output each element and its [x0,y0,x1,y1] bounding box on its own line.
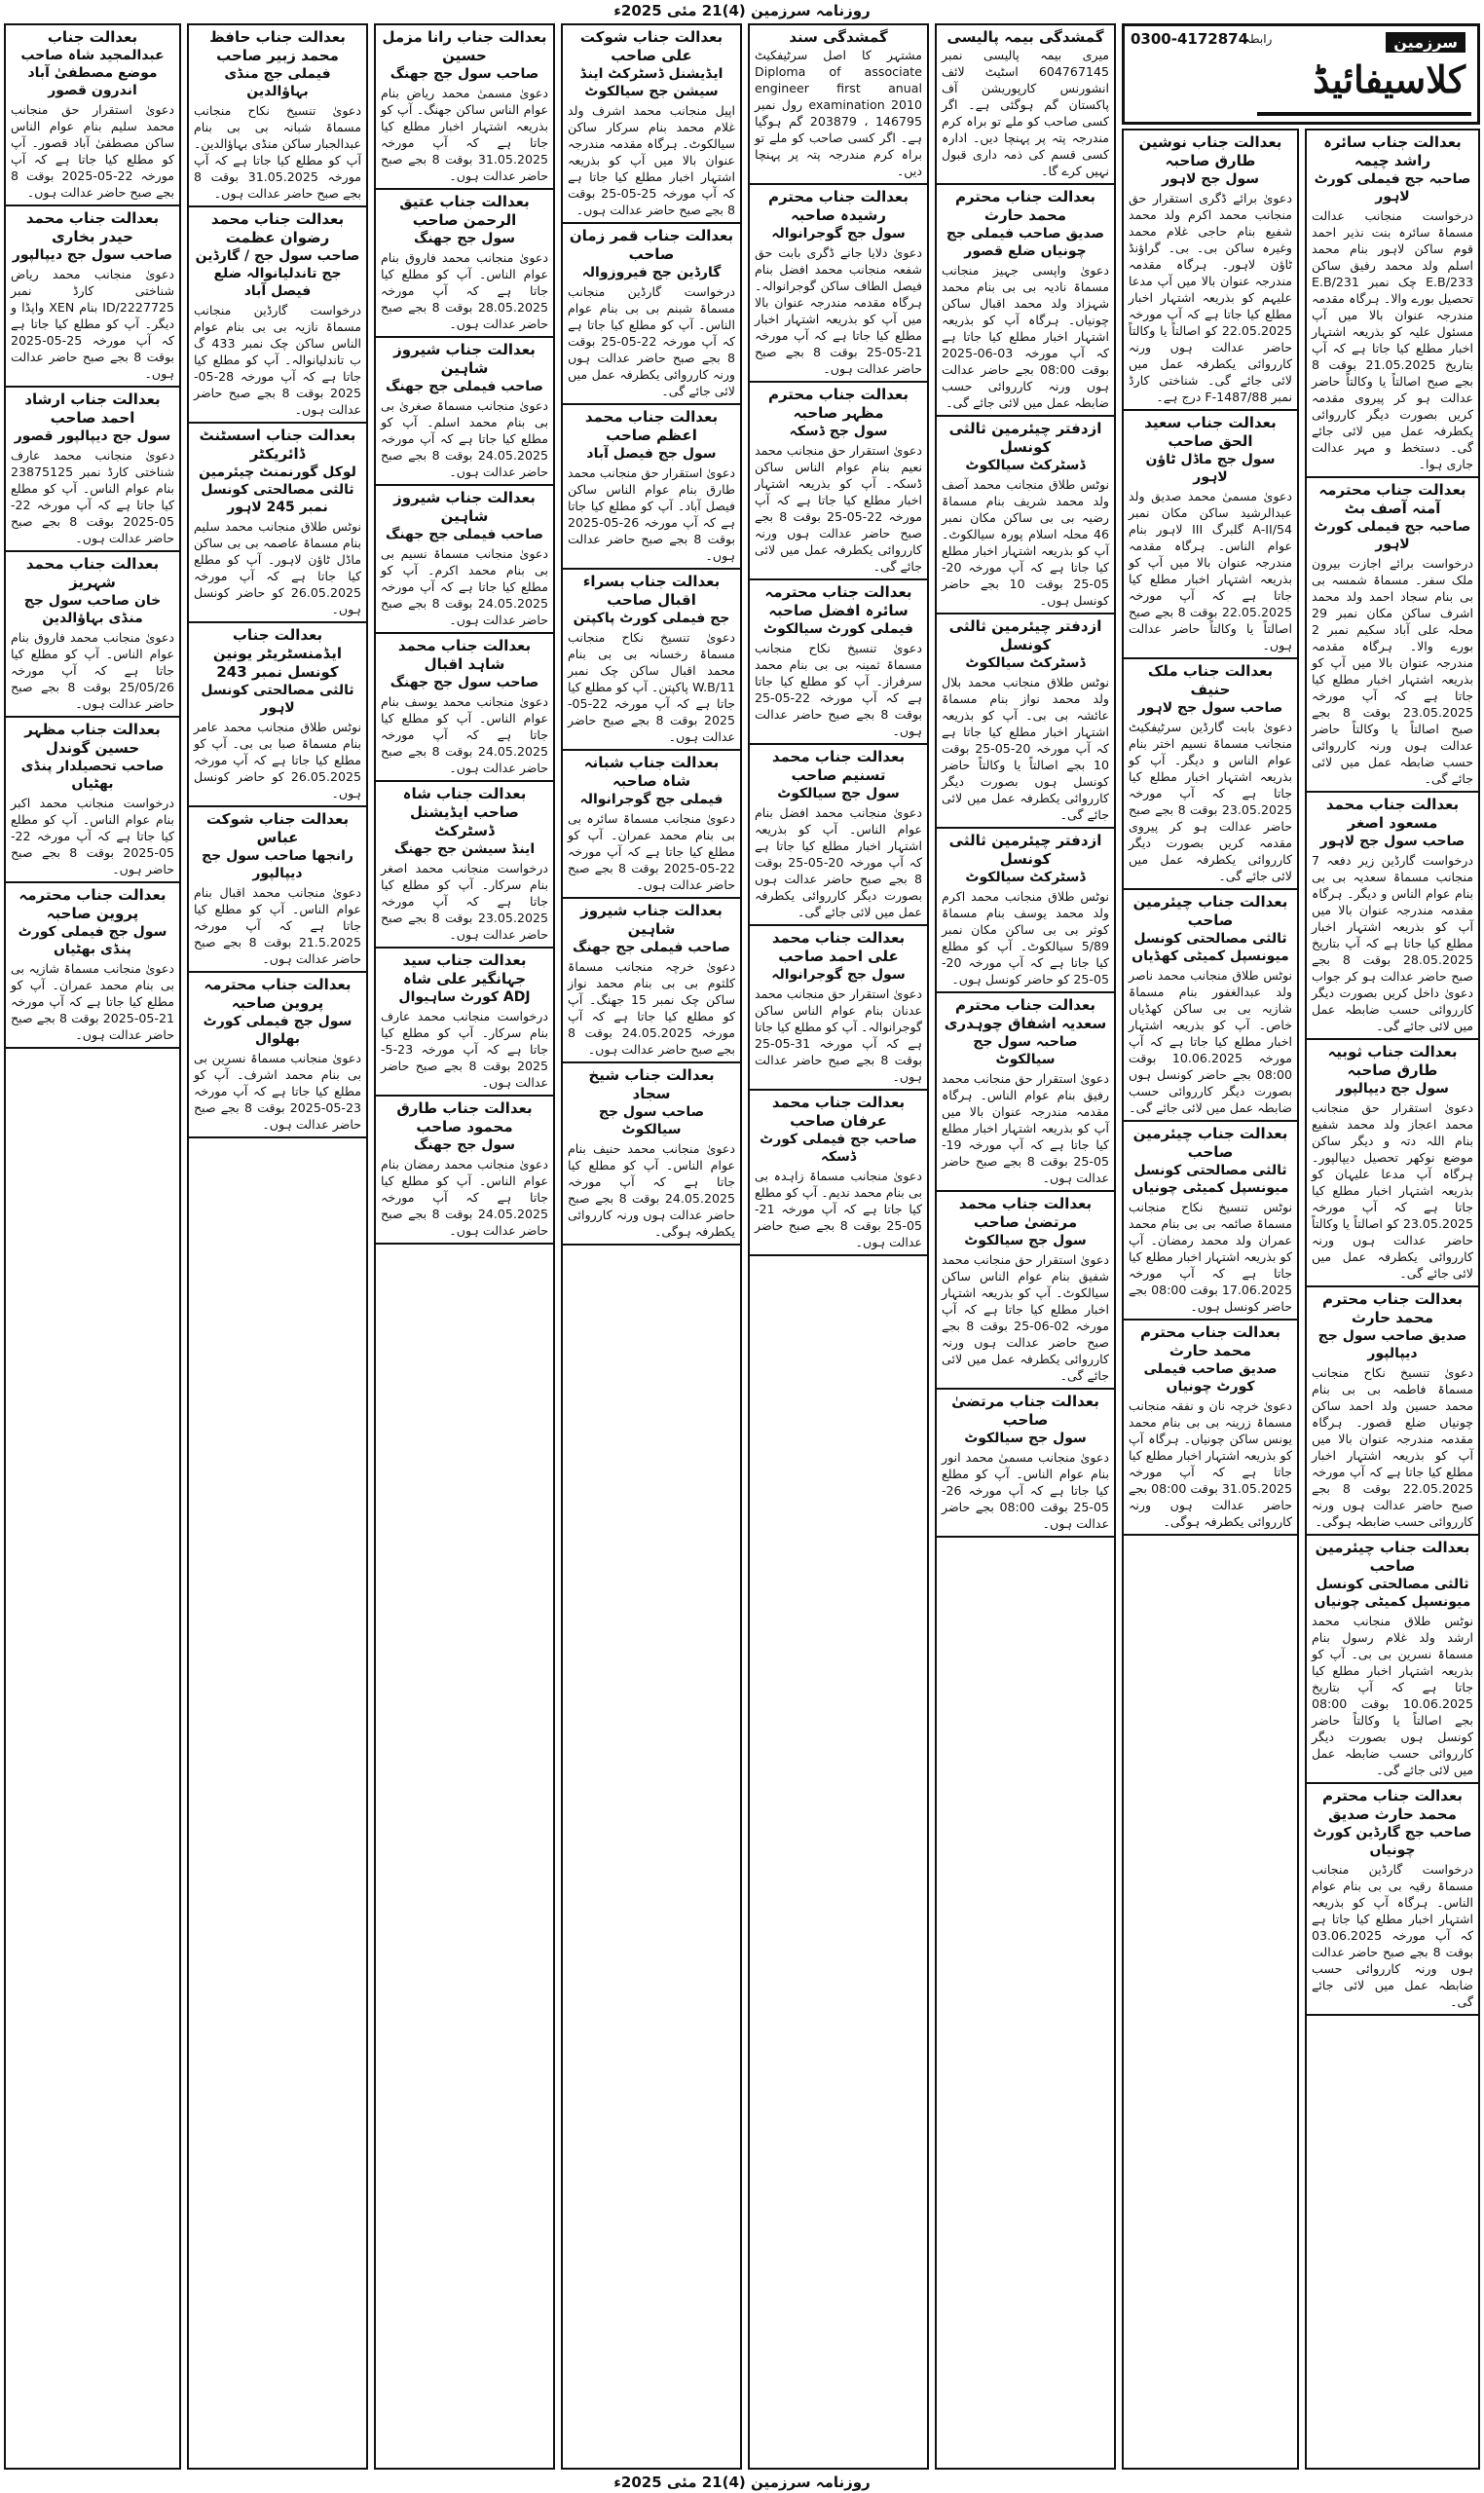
court-notice [1307,1287,1478,1536]
notice-body-text: دعویٰ منجانب مسماۃ نسرین بی بی بنام محمد اشرف۔ آپ کو مطلع کیا جاتا ہے کہ آپ مورخہ 23-05-2025 بوقت 8 بجے صبح حاضر عدالت ہوں۔ [194,1051,361,1132]
notice-heading: بعدالت جناب مرتضیٰ صاحب [951,1393,1099,1429]
notice-court-name: فیملی جج منڈی بہاؤالدین [224,66,331,99]
notice-heading: بعدالت جناب شیخ سجاد [588,1066,715,1102]
court-notice [189,623,366,807]
notice-heading: بعدالت جناب قمر زمان صاحب [569,227,734,263]
notice-heading: بعدالت جناب سعید الحق صاحب [1144,414,1277,450]
notice-court-name: صاحب فیملی جج جھنگ [572,940,731,955]
court-notice [937,829,1114,993]
court-notice [1307,1536,1478,1784]
notice-body-text: دعویٰ منجانب مسماۃ شازیہ بی بی بنام محمد عمران۔ آپ کو مطلع کیا جاتا ہے کہ آپ مورخہ 21-05-2025 بوقت 8 بجے صبح حاضر عدالت ہوں۔ [11,961,174,1042]
notice-court-name: رانجھا صاحب سول جج دیپالپور [202,848,353,881]
notice-heading: بعدالت جناب محمد رضوان عظمت [210,210,345,246]
court-notice [1124,890,1297,1122]
notice-heading: بعدالت جناب سائرہ راشد چیمہ [1323,133,1462,169]
notice-heading: بعدالت جناب محترم محمد حارث [1321,1290,1464,1326]
notice-body-text: دعویٰ دلایا جانے ڈگری بابت حق شفعہ منجانب محمد افضل بنام فیصل الطاف ساکن گوجرانوالہ۔ ہرگاہ مقدمہ مندرجہ عنوان بالا میں آپ کو بذریعہ اشتہار اخبار مطلع کیا جاتا ہے کہ آپ مورخہ 21-05-25 بوقت 8 بجے صبح حاضر عدالت ہوں۔ [755,245,922,376]
notice-body-text: دعویٰ منجانب محمد یوسف بنام عوام الناس۔ آپ کو مطلع کیا جاتا ہے کہ آپ مورخہ 24.05.2025 بوقت 8 بجے صبح حاضر عدالت ہوں۔ [381,694,548,775]
court-notice [937,1390,1114,1538]
notice-heading: بعدالت جناب شیروز شاہین [580,902,723,938]
notice-court-name: ثالثی مصالحتی کونسل لاہور [201,683,354,716]
notice-body-text: دعویٰ منجانب محمد رمضان بنام عوام الناس۔ آپ کو مطلع کیا جاتا ہے کہ آپ مورخہ 24.05.2025 بوقت 8 بجے صبح حاضر عدالت ہوں۔ [381,1157,548,1238]
classified-column-3 [935,23,1116,2470]
court-notice [937,417,1114,614]
contact-label: رابطہ [1243,32,1273,46]
notice-body-text: میری بیمہ پالیسی نمبر 604767145 اسٹیٹ لائف انشورنس کارپوریشن آف پاکستان گم ہوگئی ہے۔ اگر کسی صاحب کو ملے تو براہ کرم مندرجہ پتہ پر پہنچا دیں۔ ادارہ کسی قسم کی ذمہ داری قبول نہیں کرے گا۔ [942,48,1109,178]
notice-heading: ازدفتر چیئرمین ثالثی کونسل [948,832,1102,868]
notice-body-text: دعویٰ منجانب محمد فاروق بنام عوام الناس۔ آپ کو مطلع کیا جاتا ہے کہ آپ مورخہ 25/05/26 بوقت 8 بجے صبح حاضر عدالت ہوں۔ [11,630,174,711]
notice-body-text: نوٹس طلاق منجانب محمد بلال ولد محمد نواز بنام مسماۃ عائشہ بی بی۔ آپ کو بذریعہ اشتہار اخبار مطلع کیا جاتا ہے کہ آپ مورخہ 20-05-25 بوقت 10 بجے اصالتاً یا وکالتاً حاضر کونسل ہوں بصورت دیگر کارروائی یکطرفہ عمل میں لائی جائے گی۔ [942,675,1109,822]
court-notice [376,25,553,190]
notice-court-name: گارڈین جج فیروزوالہ [581,265,722,280]
court-notice [750,1091,927,1256]
court-notice [6,552,179,718]
notice-court-name: سول جج دیپالپور قصور [14,428,171,444]
notice-court-name: صاحب سول جج / گارڈین جج تاندلیانوالہ ضلع فیصل آباد [195,248,360,299]
notice-heading: بعدالت جناب طارق محمود صاحب [396,1099,533,1135]
notice-heading: بعدالت جناب سید جہانگیر علی شاہ [402,951,527,987]
notice-body-text: دعویٰ استقرار حق منجانب محمد شفیق بنام عوام الناس ساکن سیالکوٹ۔ آپ کو بذریعہ اشتہار اخبار مطلع کیا جاتا ہے کہ آپ مورخہ 02-06-25 بوقت 8 بجے صبح حاضر عدالت ہوں ورنہ کارروائی یکطرفہ عمل میں لائی جائے گی۔ [942,1252,1109,1383]
notice-body-text: درخواست برائے اجازت بیرون ملک سفر۔ مسماۃ شمسہ بی بی بنام سجاد احمد ولد محمد اشرف ساکن مکان نمبر 29 محلہ علی آباد سکیم نمبر 2 بورے والا۔ ہرگاہ مقدمہ مندرجہ عنوان بالا میں آپ کو بذریعہ اشتہار اخبار مطلع کیا جاتا ہے کہ آپ مورخہ 23.05.2025 بوقت 8 بجے صبح اصالتاً یا وکالتاً حاضر عدالت ہوں ورنہ کارروائی حسب ضابطہ عمل میں لائی جائے گی۔ [1312,556,1473,786]
notice-heading: بعدالت جناب محترم محمد حارث [954,188,1096,224]
notice-body-text: دعویٰ مسمیٰ محمد صدیق ولد عبدالرشید ساکن مکان نمبر 54/A-II گلبرگ III لاہور بنام عوام الناس۔ ہرگاہ مقدمہ مندرجہ عنوان بالا میں آپ کو بذریعہ اشتہار اخبار مطلع کیا جاتا ہے کہ آپ مورخہ 22.05.2025 بوقت 8 بجے صبح اصالتاً یا وکالتاً حاضر عدالت ہوں۔ [1129,489,1292,652]
notice-body-text: دعویٰ مسمیٰ محمد ریاض بنام عوام الناس ساکن جھنگ۔ آپ کو بذریعہ اشتہار اخبار مطلع کیا جاتا ہے کہ آپ مورخہ 31.05.2025 بوقت 8 بجے صبح حاضر عدالت ہوں۔ [381,86,548,183]
court-notice [1307,478,1478,793]
notice-heading: بعدالت جناب ملک حنیف [1147,662,1274,698]
notice-court-name: صاحب جج فیملی کورٹ ڈسکہ [760,1132,917,1165]
notice-body-text: دعویٰ استقرار حق منجانب محمد رفیق بنام عوام الناس۔ ہرگاہ مقدمہ مندرجہ عنوان بالا میں آپ کو بذریعہ اشتہار اخبار مطلع کیا جاتا ہے کہ آپ مورخہ 19-05-25 بوقت 8 بجے صبح حاضر عدالت ہوں۔ [942,1071,1109,1185]
notice-court-name: صاحب سول جج دیپالپور [12,247,173,263]
notice-heading: بعدالت جناب محترم محمد حارث [1139,1323,1281,1359]
notice-court-name: صاحب جج گارڈین کورٹ چونیاں [1313,1825,1472,1858]
notice-heading: بعدالت جناب محترمہ پروین صاحبہ [19,886,167,922]
notice-court-name: صاحبہ جج فیملی کورٹ لاہور [1314,171,1471,205]
court-notice [937,185,1114,417]
notice-court-name: صدیق صاحب سول جج دیپالپور [1317,1328,1467,1361]
notice-heading: بعدالت جناب محمد شاہد اقبال [397,637,532,673]
court-notice [563,1063,740,1246]
notice-court-name: ثالثی مصالحتی کونسل میونسپل کمیٹی چونیاں [1132,1163,1289,1196]
notice-heading: بعدالت جناب محترمہ سائرہ افضل صاحبہ [764,583,912,619]
page-date-footer: روزنامہ سرزمین (4)21 مئی 2025ء [613,2474,871,2491]
court-notice [1307,1784,1478,2016]
notice-court-name: سول جج جھنگ [413,1137,515,1153]
notice-court-name: سول جج سیالکوٹ [964,1431,1087,1446]
notice-court-name: صدیق صاحب فیملی کورٹ چونیاں [1143,1361,1278,1395]
notice-heading: بعدالت جناب ایڈمنسٹریٹر یونین کونسل نمبر 243 [212,626,343,681]
court-notice [1124,1321,1297,1536]
court-notice [750,926,927,1091]
court-notice [189,807,366,973]
notice-heading: بعدالت جناب شوکت علی صاحب [579,28,723,64]
court-notice [1124,411,1297,659]
notice-court-name: سول جج فیملی کورٹ پنڈی بھٹیاں [18,924,167,957]
notice-body-text: دعویٰ منجانب محمد فاروق بنام عوام الناس۔ آپ کو مطلع کیا جاتا ہے کہ آپ مورخہ 28.05.2025 بوقت 8 بجے صبح حاضر عدالت ہوں۔ [381,250,548,331]
notice-heading: بعدالت جناب محمد اعظم صاحب [584,408,719,444]
notice-body-text: دعویٰ منجانب محمد ریاض شناختی کارڈ نمبر 2227725/ID بنام XEN واپڈا و دیگر۔ آپ کو مطلع کیا جاتا ہے کہ آپ مورخہ 25-05-2025 بوقت 8 بجے صبح حاضر عدالت ہوں۔ [11,267,175,381]
notice-heading: بعدالت جناب محترم سعدیہ اشفاق چوہدری [944,996,1107,1032]
notice-heading: بعدالت جناب شبانہ شاہ صاحبہ [583,754,720,790]
notice-body-text: دعویٰ تنسیخ نکاح منجانب مسماۃ فاطمہ بی بی بنام محمد حسین ولد احمد ساکن چونیاں ضلع قصور۔ ہرگاہ مقدمہ مندرجہ عنوان بالا میں آپ کو بذریعہ اشتہار اخبار مطلع کیا جاتا ہے کہ آپ مورخہ 22.05.2025 بوقت 8 بجے صبح حاضر عدالت ہوں ورنہ کارروائی حسب ضابطہ ہوگی۔ [1312,1365,1473,1529]
notice-court-name: ڈسٹرکٹ سیالکوٹ [965,458,1086,473]
notice-court-name: فیملی جج گوجرانوالہ [579,792,723,807]
notice-body-text: نوٹس طلاق منجانب محمد ناصر ولد عبدالغفور بنام مسماۃ شازیہ بی بی ساکن کھڈیاں خاص۔ آپ کو بذریعہ اشتہار اخبار مطلع کیا جاتا ہے کہ آپ مورخہ 10.06.2025 بوقت 08:00 بجے حاضر کونسل ہوں بصورت دیگر کارروائی حسب ضابطہ عمل میں لائی جائے گی۔ [1129,968,1292,1115]
court-notice [1307,1040,1478,1287]
notice-heading: گمشدگی سند [789,28,888,46]
notice-heading: گمشدگی بیمہ پالیسی [946,28,1104,46]
notice-body-text: دعویٰ منجانب مسماۃ سائرہ بی بی بنام محمد عمران۔ آپ کو مطلع کیا جاتا ہے کہ آپ مورخہ 22-05-2025 بوقت 8 بجے صبح حاضر عدالت ہوں۔ [568,811,735,892]
notice-body-text: دعویٰ منجانب مسمیٰ محمد انور بنام عوام الناس۔ آپ کو مطلع کیا جاتا ہے کہ آپ مورخہ 26-05-25 بوقت 08:00 بجے حاضر عدالت ہوں۔ [942,1450,1109,1531]
notice-court-name: سول جج ماڈل ٹاؤن لاہور [1145,452,1276,485]
notice-court-name: ایڈیشنل ڈسٹرکٹ اینڈ سیشن جج سیالکوٹ [579,66,723,99]
court-notice [1307,130,1478,478]
notice-heading: بعدالت جناب محمد شہریز [25,555,160,591]
court-notice [1124,1122,1297,1321]
brand-name: سرزمین [1386,32,1465,53]
notice-court-name: صاحب سول جج جھنگ [390,675,539,690]
contact-phone: 0300-4172874 [1131,30,1249,48]
classified-column-7 [187,23,368,2470]
notice-body-text: دعویٰ منجانب مسماۃ صغریٰ بی بی بنام محمد اسلم۔ آپ کو مطلع کیا جاتا ہے کہ آپ مورخہ 24.05.2025 بوقت 8 بجے صبح حاضر عدالت ہوں۔ [381,398,548,479]
court-notice [750,25,927,185]
notice-body-text: دعویٰ بابت گارڈین سرٹیفکیٹ منجانب مسماۃ نسیم اختر بنام عوام الناس و دیگر۔ آپ کو بذریعہ اشتہار اخبار مطلع کیا جاتا ہے کہ آپ مورخہ 23.05.2025 بوقت 8 بجے صبح حاضر عدالت ہو کر پیروی مقدمہ کریں بصورت دیگر کارروائی یکطرفہ عمل میں لائی جائے گی۔ [1129,720,1292,883]
court-notice [937,614,1114,829]
notice-court-name: سول جج فیصل آباد [586,446,717,462]
notice-court-name: اینڈ سیشن جج جھنگ [393,841,536,857]
court-notice [189,424,366,623]
sarzameen-logo [1257,32,1471,116]
notice-heading: بعدالت جناب محترمہ پروین صاحبہ [204,976,352,1012]
court-notice [937,1192,1114,1390]
notice-court-name: سول جج جھنگ [413,231,515,246]
notice-body-text: نوٹس طلاق منجانب محمد ارشد ولد غلام رسول بنام مسماۃ نسرین بی بی۔ آپ کو بذریعہ اشتہار اخبار مطلع کیا جاتا ہے کہ آپ بتاریخ 10.06.2025 بوقت 08:00 بجے اصالتاً یا وکالتاً حاضر کونسل ہوں بصورت دیگر کارروائی حسب ضابطہ عمل میں لائی جائے گی۔ [1312,1614,1473,1777]
notice-heading: بعدالت جناب محترم مظہر صاحبہ [767,386,909,422]
notice-body-text: نوٹس طلاق منجانب محمد عامر بنام مسماۃ صبا بی بی۔ آپ کو مطلع کیا جاتا ہے کہ آپ مورخہ 26.05.2025 کو حاضر کونسل ہوں۔ [194,720,361,800]
court-notice [6,718,179,883]
court-notice [376,949,553,1097]
notice-body-text: نوٹس طلاق منجانب محمد سلیم بنام مسماۃ عاصمہ بی بی ساکن ماڈل ٹاؤن لاہور۔ آپ کو مطلع کیا جاتا ہے کہ آپ مورخہ 26.05.2025 کو حاضر کونسل ہوں۔ [194,519,361,616]
classified-column-2 [1122,129,1299,2470]
notice-body-text: دعویٰ منجانب محمد اقبال بنام عوام الناس۔ آپ کو مطلع کیا جاتا ہے کہ آپ مورخہ 21.5.2025 بوقت 8 بجے صبح حاضر عدالت ہوں۔ [194,885,361,966]
notice-heading: بعدالت جناب بسراء اقبال صاحب [582,573,721,609]
court-notice [376,486,553,634]
notice-body-text: دعویٰ خرچہ نان و نفقہ منجانب مسماۃ زرینہ بی بی بنام محمد یونس ساکن چونیاں۔ ہرگاہ آپ کو بذریعہ اشتہار اخبار مطلع کیا جاتا ہے کہ آپ مورخہ 31.05.2025 بوقت 08:00 بجے حاضر عدالت ہوں ورنہ کارروائی یکطرفہ ہوگی۔ [1129,1398,1292,1529]
notice-heading: بعدالت جناب محمد عرفان صاحب [771,1094,906,1130]
notice-court-name: صاحب سول جج لاہور [1319,834,1465,849]
notice-court-name: لوکل گورنمنٹ چیئرمین ثالثی مصالحتی کونسل نمبر 245 لاہور [199,465,356,515]
notice-heading: بعدالت جناب محمد مسعود اصغر [1325,796,1460,832]
notice-heading: بعدالت جناب شیروز شاہین [393,341,536,377]
notice-court-name: صاحب تحصیلدار پنڈی بھٹیاں [20,759,165,792]
notice-body-text: درخواست گارڈین منجانب مسماۃ شبنم بی بی بنام عوام الناس۔ آپ کو مطلع کیا جاتا ہے کہ آپ مورخہ 22-05-25 بوقت 8 بجے صبح حاضر عدالت ہوں ورنہ کارروائی یکطرفہ عمل میں لائی جائے گی۔ [568,284,735,398]
notice-body-text: دعویٰ استقرار حق منجانب محمد سلیم بنام عوام الناس ساکن مصطفیٰ آباد قصور۔ آپ کو مطلع کیا جاتا ہے کہ آپ مورخہ 22-05-2025 بوقت 8 بجے صبح حاضر عدالت ہوں۔ [11,102,174,200]
court-notice [937,993,1114,1192]
notice-body-text: مشتہر کا اصل سرٹیفکیٹ Diploma of associate engineer first anual examination 2010 رول نمبر 146795 ، 203879 گم ہوگیا ہے۔ اگر کسی صاحب کو ملے تو براہ کرم مندرجہ پتہ پر پہنچا دیں۔ [755,48,923,178]
notice-body-text: درخواست منجانب محمد اکبر بنام عوام الناس۔ آپ کو مطلع کیا جاتا ہے کہ آپ مورخہ 22-05-2025 بوقت 8 بجے صبح حاضر ہوں۔ [11,796,174,876]
court-notice [750,745,927,926]
notice-court-name: صاحب سول جج لاہور [1137,700,1283,716]
notice-body-text: اپیل منجانب محمد اشرف ولد غلام محمد بنام سرکار ساکن سیالکوٹ۔ ہرگاہ مقدمہ مندرجہ عنوان بالا میں آپ کو بذریعہ اشتہار اخبار مطلع کیا جاتا ہے کہ آپ مورخہ 25-05-25 بوقت 8 بجے صبح حاضر عدالت ہوں۔ [568,103,735,217]
notice-body-text: درخواست منجانب عدالت مسماۃ سائرہ بنت نذیر احمد قوم ساکن لاہور بنام محمد اسلم ولد محمد رفیق ساکن 233/E.B چک نمبر 231/E.B تحصیل بورے والا۔ ہرگاہ مقدمہ مندرجہ عنوان بالا میں آپ مسئول علیہ کو بذریعہ اشتہار اخبار مطلع کیا جاتا ہے کہ آپ بتاریخ 21.05.2025 بوقت 8 بجے صبح اصالتاً یا وکالتاً حاضر عدالت ہو کر پیروی مقدمہ کریں بصورت دیگر کارروائی یکطرفہ عمل میں لائی جائے گی۔ دستخط و مہر عدالت جاری ہوا۔ [1312,208,1473,471]
classified-column-1 [1305,129,1480,2470]
notice-court-name: ADJ کورٹ ساہیوال [398,989,531,1005]
notice-heading: بعدالت جناب محترم رشیدہ صاحبہ [767,188,909,224]
notice-body-text: دعویٰ منجانب مسماۃ نسیم بی بی بنام محمد اکرم۔ آپ کو مطلع کیا جاتا ہے کہ آپ مورخہ 24.05.2025 بوقت 8 بجے صبح حاضر عدالت ہوں۔ [381,546,548,627]
notice-court-name: فیملی کورٹ سیالکوٹ [763,621,913,637]
notice-heading: بعدالت جناب شیروز شاہین [393,489,536,525]
classified-column-8 [4,23,181,2470]
court-notice [750,383,927,580]
notice-heading: بعدالت جناب محمد علی احمد صاحب [771,929,906,965]
notice-heading: بعدالت جناب حافظ محمد زبیر صاحب [209,28,346,64]
notice-court-name: عبدالمجید شاہ صاحب موضع مصطفیٰ آباد اندرون قصور [20,48,165,98]
notice-heading: بعدالت جناب اسسٹنٹ ڈائریکٹر [199,427,356,463]
notice-court-name: ثالثی مصالحتی کونسل میونسپل کمیٹی چونیاں [1314,1577,1471,1610]
court-notice [6,883,179,1049]
notice-heading: بعدالت جناب محترم محمد حارث صدیق [1321,1787,1464,1823]
notice-court-name: خان صاحب سول جج منڈی بہاؤالدین [23,593,162,626]
notice-court-name: سول جج فیملی کورٹ بھلوال [203,1014,352,1047]
notice-body-text: دعویٰ خرچہ منجانب مسماۃ کلثوم بی بی بنام محمد نواز ساکن چک نمبر 15 جھنگ۔ آپ کو مطلع کیا جاتا ہے کہ آپ مورخہ 24.05.2025 بوقت 8 بجے صبح حاضر عدالت ہوں۔ [568,959,735,1057]
notice-body-text: نوٹس تنسیخ نکاح منجانب مسماۃ صائمہ بی بی بنام محمد عمران ولد محمد رمضان۔ آپ کو بذریعہ اشتہار اخبار مطلع کیا جاتا ہے کہ آپ مورخہ 17.06.2025 بوقت 08:00 بجے حاضر کونسل ہوں۔ [1129,1200,1292,1314]
notice-court-name: صدیق صاحب فیملی جج چونیاں ضلع قصور [946,226,1105,259]
notice-court-name: سول جج ڈسکہ [789,424,888,439]
notice-court-name: صاحب سول جج سیالکوٹ [598,1104,705,1137]
notice-court-name: ثالثی مصالحتی کونسل میونسپل کمیٹی کھڈیاں [1132,931,1289,964]
notice-heading: بعدالت جناب مظہر حسین گوندل [24,721,161,757]
notice-body-text: دعویٰ استقرار حق منجانب محمد اعجاز ولد محمد شفیع بنام اللہ دتہ و دیگر ساکن موضع نوکھر تحصیل دیپالپور۔ ہرگاہ آپ مدعا علیہان کو بذریعہ اشتہار اخبار مطلع کیا جاتا ہے کہ آپ مورخہ 23.05.2025 کو اصالتاً یا وکالتاً حاضر عدالت ہوں ورنہ کارروائی یکطرفہ عمل میں لائی جائے گی۔ [1312,1100,1473,1281]
notice-heading: بعدالت جناب محترمہ آمنہ آصف بٹ [1318,481,1466,517]
court-notice [750,580,927,745]
notice-heading: بعدالت جناب چیئرمین صاحب [1315,1539,1470,1575]
notice-heading: بعدالت جناب رانا مزمل حسین [382,28,547,64]
notice-court-name: سول جج لاہور [1161,171,1260,187]
court-notice [563,751,740,899]
notice-body-text: دعویٰ تنسیخ نکاح منجانب مسماۃ رخسانہ بی بی بنام محمد اقبال ساکن چک نمبر W.B/11 پاکپتن۔ آپ کو مطلع کیا جاتا ہے کہ آپ مورخہ 22-05-2025 بوقت 8 بجے صبح حاضر عدالت ہوں۔ [568,630,735,744]
court-notice [937,25,1114,185]
court-notice [563,405,740,570]
notice-court-name: صاحب فیملی جج جھنگ [385,527,544,542]
notice-court-name: سول جج گوجرانوالہ [771,226,906,242]
notice-body-text: درخواست گارڈین منجانب مسماۃ نازیہ بی بی بنام عوام الناس ساکن چک نمبر 433 گ ب تاندلیانوالہ۔ آپ کو مطلع کیا جاتا ہے کہ آپ مورخہ 28-05-2025 بوقت 8 بجے صبح حاضر عدالت ہوں۔ [194,303,361,417]
court-notice [750,185,927,383]
court-notice [189,973,366,1138]
court-notice [563,899,740,1063]
notice-body-text: درخواست منجانب محمد اصغر بنام سرکار۔ آپ کو مطلع کیا جاتا ہے کہ آپ مورخہ 23.05.2025 بوقت 8 بجے صبح حاضر عدالت ہوں۔ [381,861,548,942]
court-notice [563,570,740,751]
classified-title: کلاسیفائیڈ [1313,57,1465,101]
notice-court-name: جج فیملی کورٹ پاکپتن [573,611,730,626]
notice-body-text: دعویٰ منجانب مسماۃ زاہدہ بی بی بنام محمد ندیم۔ آپ کو مطلع کیا جاتا ہے کہ آپ مورخہ 21-05-25 بوقت 8 بجے صبح حاضر عدالت ہوں۔ [755,1169,922,1249]
notice-heading: بعدالت جناب محمد مرتضیٰ صاحب [958,1195,1093,1231]
notice-court-name: صاحبہ سول جج سیالکوٹ [973,1034,1078,1067]
notice-heading: بعدالت جناب نوشین طارق صاحبہ [1138,133,1282,169]
notice-body-text: دعویٰ منجانب محمد افضل بنام عوام الناس۔ آپ کو بذریعہ اشتہار اخبار مطلع کیا جاتا ہے کہ آپ مورخہ 20-05-25 بوقت 8 بجے صبح حاضر عدالت ہوں بصورت دیگر کارروائی یکطرفہ عمل میں لائی جائے گی۔ [755,805,922,919]
notice-body-text: دعویٰ برائے ڈگری استقرار حق منجانب محمد اکرم ولد محمد شفیع بنام حاجی غلام محمد وغیرہ ساکن بی۔ بی۔ گراؤنڈ ٹاؤن لاہور۔ ہرگاہ مقدمہ مندرجہ عنوان بالا میں آپ مدعا علیہم کو بذریعہ اشتہار اخبار مطلع کیا جاتا ہے کہ آپ مورخہ 22.05.2025 کو اصالتاً یا وکالتاً حاضر عدالت ہوں ورنہ کارروائی یکطرفہ عمل میں لائی جائے گی۔ شناختی کارڈ نمبر F-1487/88 درج ہے۔ [1129,191,1292,404]
notice-court-name: سول جج دیپالپور [1336,1081,1449,1097]
court-notice [376,338,553,486]
notice-heading: ازدفتر چیئرمین ثالثی کونسل [948,617,1102,653]
notice-body-text: دعویٰ منجانب محمد حنیف بنام عوام الناس۔ آپ کو مطلع کیا جاتا ہے کہ آپ مورخہ 24.05.2025 بوقت 8 بجے صبح حاضر عدالت ہوں ورنہ کارروائی یکطرفہ ہوگی۔ [568,1141,735,1239]
notice-heading: بعدالت جناب شاہ صاحب ایڈیشنل ڈسٹرکٹ [402,785,527,839]
notice-heading: بعدالت جناب چیئرمین صاحب [1132,1125,1288,1161]
notice-heading: بعدالت جناب عتیق الرحمن صاحب [399,193,530,229]
notice-heading: بعدالت جناب ارشاد احمد صاحب [24,391,161,427]
notice-court-name: ڈسٹرکٹ سیالکوٹ [965,655,1086,671]
notice-body-text: دعویٰ منجانب محمد عارف شناختی کارڈ نمبر 23875125 بنام عوام الناس۔ آپ کو مطلع کیا جاتا ہے کہ آپ مورخہ 22-05-2025 بوقت 8 بجے صبح حاضر عدالت ہوں۔ [11,448,174,545]
notice-court-name: صاحبہ جج فیملی کورٹ لاہور [1314,519,1471,552]
notice-body-text: دعویٰ استقرار حق منجانب محمد نعیم بنام عوام الناس ساکن ڈسکہ۔ آپ کو بذریعہ اشتہار اخبار مطلع کیا جاتا ہے کہ آپ مورخہ 22-05-25 بوقت 8 بجے صبح حاضر عدالت ہوں ورنہ کارروائی یکطرفہ عمل میں لائی جائے گی۔ [755,443,922,574]
classified-column-4 [748,23,929,2470]
notice-body-text: نوٹس طلاق منجانب محمد آصف ولد محمد شریف بنام مسماۃ رضیہ بی بی ساکن مکان نمبر 46 محلہ اسلام پورہ سیالکوٹ۔ آپ کو بذریعہ اشتہار اخبار مطلع کیا جاتا ہے کہ آپ مورخہ 20-05-25 بوقت 10 بجے حاضر کونسل ہوں۔ [942,477,1109,608]
notice-body-text: درخواست منجانب محمد عارف بنام سرکار۔ آپ کو مطلع کیا جاتا ہے کہ آپ مورخہ 23-5-2025 بوقت 8 بجے صبح حاضر عدالت ہوں۔ [381,1009,548,1090]
court-notice [1124,130,1297,411]
notice-court-name: سول جج گوجرانوالہ [771,967,906,983]
page-date-header: روزنامہ سرزمین (4)21 مئی 2025ء [613,2,871,19]
notice-heading: بعدالت جناب شوکت عباس [205,810,350,846]
notice-body-text: دعویٰ استقرار حق منجانب محمد عدنان بنام عوام الناس ساکن گوجرانوالہ۔ آپ کو مطلع کیا جاتا ہے کہ آپ مورخہ 31-05-25 بوقت 8 بجے صبح حاضر عدالت ہوں۔ [755,986,922,1084]
notice-body-text: دعویٰ استقرار حق منجانب محمد طارق بنام عوام الناس ساکن فیصل آباد۔ آپ کو مطلع کیا جاتا ہے کہ آپ مورخہ 26-05-2025 بوقت 8 بجے صبح حاضر عدالت ہوں۔ [568,465,735,563]
court-notice [189,25,366,207]
court-notice [376,190,553,338]
notice-heading: بعدالت جناب چیئرمین صاحب [1132,893,1288,929]
notice-court-name: صاحب سول جج جھنگ [390,66,539,82]
notice-heading: بعدالت جناب [47,28,138,46]
notice-body-text: دعویٰ واپسی جہیز منجانب مسماۃ نادیہ بی بی بنام محمد شہزاد ولد محمد اقبال ساکن چونیاں۔ ہرگاہ آپ کو بذریعہ اشتہار اخبار مطلع کیا جاتا ہے کہ آپ مورخہ 03-06-2025 بوقت 08:00 بجے حاضر عدالت ہوں ورنہ کارروائی حسب ضابطہ عمل میں لائی جائے گی۔ [942,263,1109,410]
classified-column-5 [561,23,742,2470]
court-notice [1124,659,1297,890]
court-notice [376,782,553,949]
notice-body-text: دعویٰ تنسیخ نکاح منجانب مسماۃ ثمینہ بی بی بنام محمد سرفراز۔ آپ کو مطلع کیا جاتا ہے کہ آپ مورخہ 22-05-25 بوقت 8 بجے صبح حاضر عدالت ہوں۔ [755,641,922,738]
notice-body-text: دعویٰ تنسیخ نکاح منجانب مسماۃ شبانہ بی بی بنام عبدالجبار ساکن منڈی بہاؤالدین۔ آپ کو مطلع کیا جاتا ہے کہ آپ مورخہ 31.05.2025 بوقت 8 بجے صبح حاضر عدالت ہوں۔ [194,103,361,201]
notice-body-text: درخواست گارڈین منجانب مسماۃ رقیہ بی بی بنام عوام الناس۔ ہرگاہ آپ کو بذریعہ اشتہار اخبار مطلع کیا جاتا ہے کہ آپ مورخہ 03.06.2025 بوقت 8 بجے صبح حاضر عدالت ہوں ورنہ کارروائی حسب ضابطہ عمل میں لائی جائے گی۔ [1312,1862,1473,2009]
notice-court-name: سول جج سیالکوٹ [964,1233,1087,1248]
court-notice [376,1097,553,1245]
notice-heading: بعدالت جناب محمد تسنیم صاحب [771,748,906,784]
notice-body-text: نوٹس طلاق منجانب محمد اکرم ولد محمد یوسف بنام مسماۃ کوثر بی بی ساکن مکان نمبر 5/89 سیالکوٹ۔ آپ کو مطلع کیا جاتا ہے کہ آپ مورخہ 20-05-25 کو حاضر کونسل ہوں۔ [942,889,1109,986]
notice-body-text: درخواست گارڈین زیر دفعہ 7 منجانب مسماۃ سعدیہ بی بی بنام عوام الناس و دیگر۔ ہرگاہ مقدمہ مندرجہ عنوان بالا میں آپ کو بذریعہ اشتہار اخبار مطلع کیا جاتا ہے کہ آپ بتاریخ 28.05.2025 بوقت 8 بجے صبح حاضر عدالت ہو کر جواب دعویٰ داخل کریں بصورت دیگر کارروائی حسب ضابطہ عمل میں لائی جائے گی۔ [1312,853,1473,1033]
notice-heading: ازدفتر چیئرمین ثالثی کونسل [948,420,1102,456]
classified-column-6 [374,23,555,2470]
notice-heading: بعدالت جناب محمد حیدر بخاری [25,209,160,245]
notice-court-name: صاحب فیملی جج جھنگ [385,379,544,394]
notice-court-name: سول جج سیالکوٹ [777,786,900,801]
court-notice [6,25,179,206]
notice-heading: بعدالت جناب ثوبیہ طارق صاحبہ [1327,1043,1458,1079]
court-notice [1307,793,1478,1040]
court-notice [6,388,179,552]
court-notice [376,634,553,782]
court-notice [563,224,740,405]
classified-masthead [1122,23,1480,125]
notice-court-name: ڈسٹرکٹ سیالکوٹ [965,870,1086,885]
court-notice [563,25,740,224]
court-notice [6,206,179,388]
court-notice [189,207,366,424]
